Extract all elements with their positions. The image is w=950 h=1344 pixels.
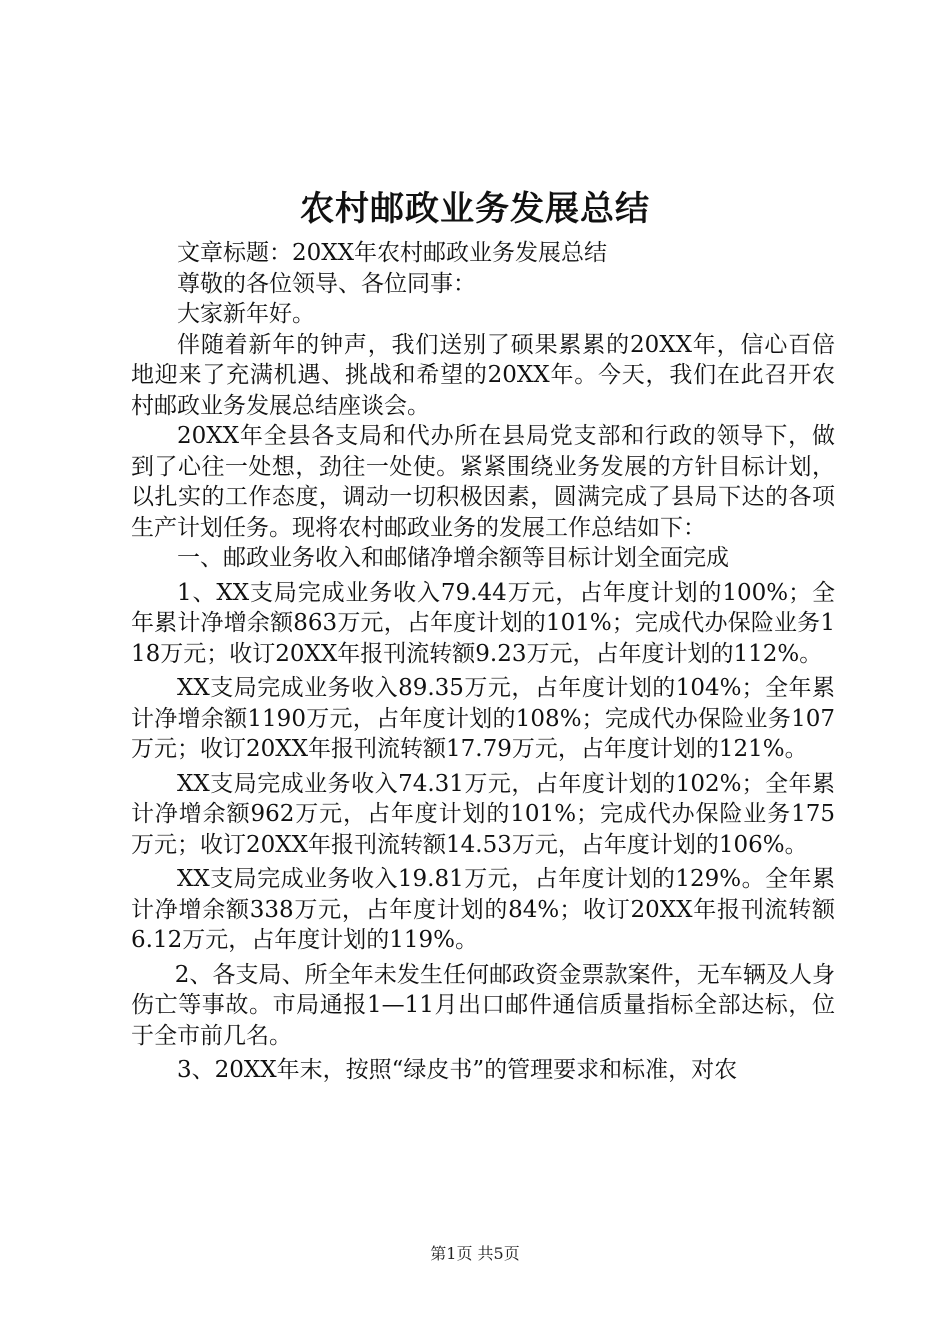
branch-report-3: XX支局完成业务收入74.31万元，占年度计划的102%；全年累计净增余额962万元，占年度计划的101%；完成代办保险业务175万元；收订20XX年报刊流转额14.53万元，占年度计划的106%。 — [131, 770, 835, 858]
summary-paragraph: 20XX年全县各支局和代办所在县局党支部和行政的领导下，做到了心往一处想，劲往一处使。紧紧围绕业务发展的方针目标计划，以扎实的工作态度，调动一切积极因素，圆满完成了县局下达的各项生产计划任务。现将农村邮政业务的发展工作总结如下： — [131, 423, 835, 541]
document-title: 农村邮政业务发展总结 — [300, 189, 650, 229]
intro-paragraph: 伴随着新年的钟声，我们送别了硕果累累的20XX年，信心百倍地迎来了充满机遇、挑战和希望的20XX年。今天，我们在此召开农村邮政业务发展总结座谈会。 — [131, 331, 835, 419]
section-heading-1: 一、邮政业务收入和邮储净增余额等目标计划全面完成 — [177, 545, 729, 571]
greeting: 大家新年好。 — [177, 301, 315, 327]
document-body — [131, 238, 835, 1086]
greenbook-paragraph: 3、20XX年末，按照“绿皮书”的管理要求和标准，对农 — [177, 1057, 738, 1083]
safety-paragraph: 2、各支局、所全年未发生任何邮政资金票款案件，无车辆及人身伤亡等事故。市局通报1—11月出口邮件通信质量指标全部达标，位于全市前几名。 — [131, 961, 835, 1049]
salutation: 尊敬的各位领导、各位同事： — [177, 270, 476, 297]
article-title-line: 文章标题：20XX年农村邮政业务发展总结 — [177, 240, 608, 266]
branch-report-1: 1、XX支局完成业务收入79.44万元，占年度计划的100%；全年累计净增余额863万元，占年度计划的101%；完成代办保险业务118万元；收订20XX年报刊流转额9.23万元，占年度计划的112%。 — [131, 579, 835, 667]
page-footer: 第1页 共5页 — [430, 1244, 520, 1263]
branch-report-2: XX支局完成业务收入89.35万元，占年度计划的104%；全年累计净增余额1190万元，占年度计划的108%；完成代办保险业务107万元；收订20XX年报刊流转额17.79万元，占年度计划的121%。 — [131, 675, 835, 762]
branch-report-4: XX支局完成业务收入19.81万元，占年度计划的129%。全年累计净增余额338万元，占年度计划的84%；收订20XX年报刊流转额6.12万元，占年度计划的119%。 — [131, 866, 835, 953]
